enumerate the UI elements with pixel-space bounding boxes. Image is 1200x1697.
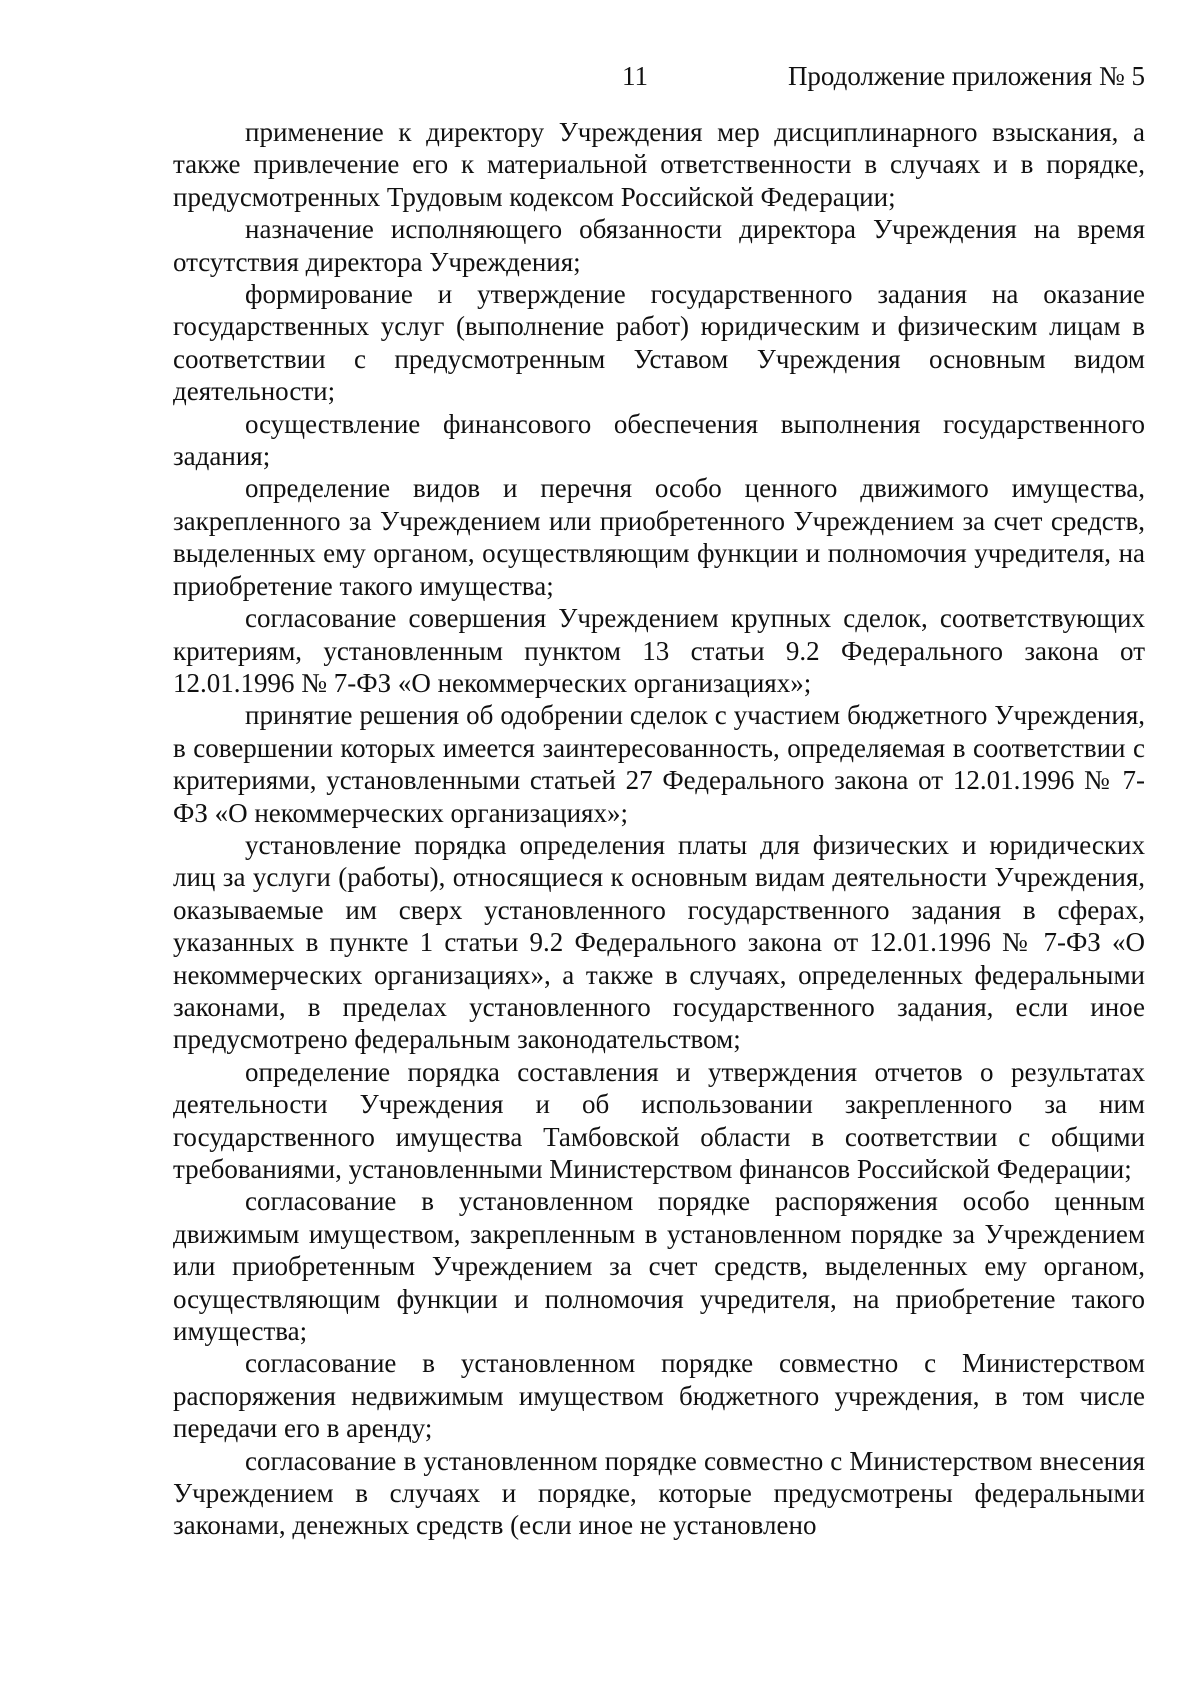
paragraph: установление порядка определения платы для физических и юридических лиц за услуги (работы), относящиеся к основным видам деятельности Учреждения, оказываемые им сверх установленного государственного задания в сферах, указанных в пункте 1 статьи 9.2 Федерального закона от 12.01.1996 № 7-ФЗ «О некоммерческих организациях», а также в случаях, определенных федеральными законами, в пределах установленного государственного задания, если иное предусмотрено федеральным законодательством;: [173, 829, 1145, 1055]
paragraph: определение порядка составления и утверждения отчетов о результатах деятельности Учреждения и об использовании закрепленного за ним государственного имущества Тамбовской области в соответствии с общими требованиями, установленными Министерством финансов Российской Федерации;: [173, 1056, 1145, 1184]
paragraph: назначение исполняющего обязанности директора Учреждения на время отсутствия директора Учреждения;: [173, 214, 1145, 277]
paragraph: формирование и утверждение государственного задания на оказание государственных услуг (выполнение работ) юридическим и физическим лицам в соответствии с предусмотренным Уставом Учреждения основным видом деятельности;: [173, 279, 1145, 407]
appendix-continuation-title: Продолжение приложения № 5: [787, 61, 1145, 91]
document-body: [173, 116, 1145, 1542]
paragraph: осуществление финансового обеспечения выполнения государственного задания;: [173, 408, 1145, 472]
page-number: 11: [622, 61, 648, 91]
paragraph: применение к директору Учреждения мер дисциплинарного взыскания, а также привлечение его к материальной ответственности в случаях и в порядке, предусмотренных Трудовым кодексом Российской Федерации;: [173, 117, 1145, 212]
paragraph: согласование в установленном порядке совместно с Министерством внесения Учреждением в случаях и порядке, которые предусмотрены федеральными законами, денежных средств (если иное не установлено: [173, 1445, 1145, 1541]
paragraph: принятие решения об одобрении сделок с участием бюджетного Учреждения, в совершении которых имеется заинтересованность, определяемая в соответствии с критериями, установленными статьей 27 Федерального закона от 12.01.1996 № 7-ФЗ «О некоммерческих организациях»;: [173, 700, 1145, 828]
paragraph: согласование в установленном порядке распоряжения особо ценным движимым имуществом, закрепленным в установленном порядке за Учреждением или приобретенным Учреждением за счет средств, выделенных ему органом, осуществляющим функции и полномочия учредителя, на приобретение такого имущества;: [173, 1186, 1145, 1347]
paragraph: согласование совершения Учреждением крупных сделок, соответствующих критериям, установленным пунктом 13 статьи 9.2 Федерального закона от 12.01.1996 № 7-ФЗ «О некоммерческих организациях»;: [173, 603, 1145, 698]
paragraph: определение видов и перечня особо ценного движимого имущества, закрепленного за Учреждением или приобретенного Учреждением за счет средств, выделенных ему органом, осуществляющим функции и полномочия учредителя, на приобретение такого имущества;: [173, 473, 1145, 601]
paragraph: согласование в установленном порядке совместно с Министерством распоряжения недвижимым имуществом бюджетного учреждения, в том числе передачи его в аренду;: [173, 1348, 1145, 1444]
page-header: [0, 58, 1200, 94]
